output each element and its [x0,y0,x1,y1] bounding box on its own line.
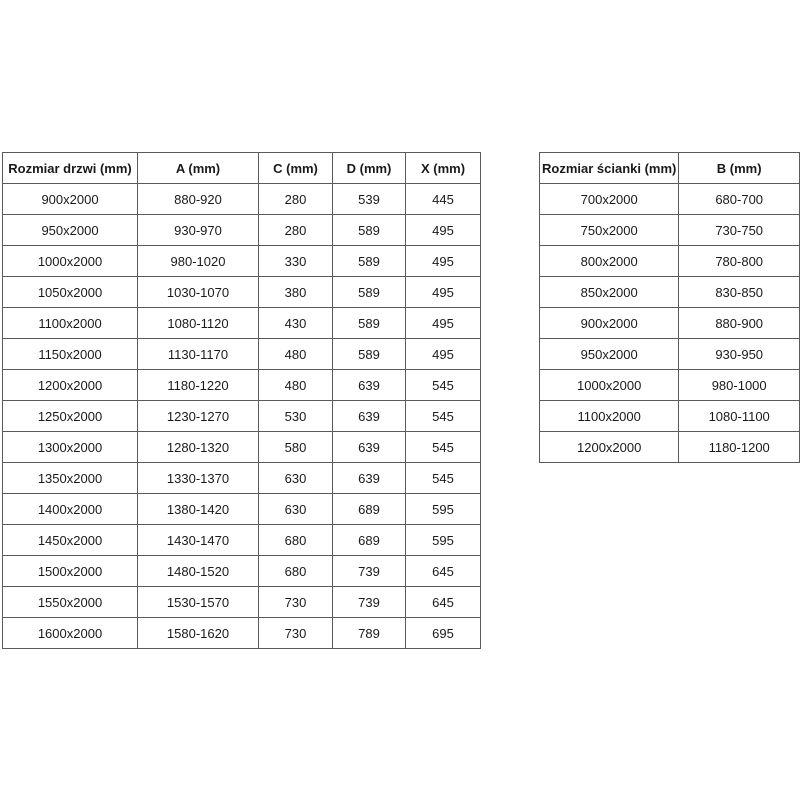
column-header: A (mm) [138,153,259,184]
table-row [540,215,800,246]
column-header: B (mm) [679,153,800,184]
column-header: Rozmiar ścianki (mm) [540,153,679,184]
table-row [3,494,481,525]
header-row [540,153,800,184]
table-cell: 980-1000 [679,370,800,401]
table-row [3,463,481,494]
table-cell: 1180-1220 [138,370,259,401]
column-header: D (mm) [333,153,406,184]
table-cell: 980-1020 [138,246,259,277]
table-row [540,401,800,432]
table-cell: 495 [406,215,481,246]
table-row [3,401,481,432]
table-cell: 539 [333,184,406,215]
table-cell: 589 [333,308,406,339]
table-cell: 1130-1170 [138,339,259,370]
table-cell: 1030-1070 [138,277,259,308]
table-cell: 850x2000 [540,277,679,308]
table-cell: 1100x2000 [3,308,138,339]
table-row [540,370,800,401]
table-cell: 1280-1320 [138,432,259,463]
table-row [540,184,800,215]
table-cell: 589 [333,215,406,246]
table-row [540,339,800,370]
table-cell: 700x2000 [540,184,679,215]
table-cell: 380 [259,277,333,308]
table-cell: 495 [406,339,481,370]
table-cell: 589 [333,246,406,277]
table-cell: 280 [259,184,333,215]
table-row [3,432,481,463]
table-cell: 1500x2000 [3,556,138,587]
table-cell: 750x2000 [540,215,679,246]
table-cell: 330 [259,246,333,277]
table-cell: 480 [259,339,333,370]
table-row [3,184,481,215]
table-cell: 1000x2000 [540,370,679,401]
table-row [3,246,481,277]
table-cell: 1200x2000 [540,432,679,463]
table-cell: 595 [406,525,481,556]
table-cell: 280 [259,215,333,246]
table-cell: 1300x2000 [3,432,138,463]
table-cell: 1600x2000 [3,618,138,649]
table-cell: 1530-1570 [138,587,259,618]
table-cell: 495 [406,246,481,277]
door-dimensions-table [2,152,481,649]
table-cell: 830-850 [679,277,800,308]
wall-dimensions-table [539,152,800,463]
table-cell: 930-970 [138,215,259,246]
table-cell: 645 [406,556,481,587]
column-header: X (mm) [406,153,481,184]
table-cell: 480 [259,370,333,401]
table-cell: 1450x2000 [3,525,138,556]
table-cell: 1380-1420 [138,494,259,525]
table-cell: 1550x2000 [3,587,138,618]
table-cell: 639 [333,463,406,494]
table-row [3,215,481,246]
table-cell: 430 [259,308,333,339]
table-cell: 900x2000 [3,184,138,215]
table-cell: 800x2000 [540,246,679,277]
table-cell: 1150x2000 [3,339,138,370]
table-row [3,308,481,339]
table-cell: 1480-1520 [138,556,259,587]
table-row [3,277,481,308]
table-cell: 589 [333,277,406,308]
table-cell: 1230-1270 [138,401,259,432]
table-cell: 589 [333,339,406,370]
table-row [3,525,481,556]
table-cell: 630 [259,463,333,494]
table-cell: 730 [259,618,333,649]
table-cell: 689 [333,525,406,556]
table-cell: 1200x2000 [3,370,138,401]
table-cell: 639 [333,401,406,432]
table-cell: 680 [259,525,333,556]
table-cell: 1100x2000 [540,401,679,432]
table-cell: 739 [333,556,406,587]
table-row [3,339,481,370]
table-cell: 680-700 [679,184,800,215]
table-cell: 639 [333,432,406,463]
table-cell: 880-900 [679,308,800,339]
table-cell: 680 [259,556,333,587]
table-row [3,618,481,649]
column-header: C (mm) [259,153,333,184]
table-cell: 739 [333,587,406,618]
table-cell: 645 [406,587,481,618]
table-cell: 1000x2000 [3,246,138,277]
table-cell: 880-920 [138,184,259,215]
table-cell: 1250x2000 [3,401,138,432]
table-cell: 1580-1620 [138,618,259,649]
table-cell: 545 [406,463,481,494]
table-cell: 1080-1120 [138,308,259,339]
table-cell: 545 [406,401,481,432]
table-row [3,370,481,401]
table-row [540,246,800,277]
table-cell: 730-750 [679,215,800,246]
table-cell: 630 [259,494,333,525]
table-row [540,277,800,308]
table-cell: 495 [406,308,481,339]
table-cell: 780-800 [679,246,800,277]
table-row [3,556,481,587]
header-row [3,153,481,184]
table-cell: 639 [333,370,406,401]
table-cell: 1350x2000 [3,463,138,494]
table-cell: 445 [406,184,481,215]
table-cell: 950x2000 [540,339,679,370]
table-cell: 695 [406,618,481,649]
table-cell: 950x2000 [3,215,138,246]
table-cell: 545 [406,432,481,463]
table-cell: 1430-1470 [138,525,259,556]
table-cell: 1080-1100 [679,401,800,432]
table-row [540,308,800,339]
table-cell: 730 [259,587,333,618]
table-cell: 1330-1370 [138,463,259,494]
table-cell: 900x2000 [540,308,679,339]
table-cell: 530 [259,401,333,432]
table-cell: 495 [406,277,481,308]
table-cell: 545 [406,370,481,401]
table-cell: 580 [259,432,333,463]
table-cell: 789 [333,618,406,649]
table-cell: 595 [406,494,481,525]
table-cell: 1050x2000 [3,277,138,308]
table-row [540,432,800,463]
table-cell: 689 [333,494,406,525]
column-header: Rozmiar drzwi (mm) [3,153,138,184]
table-cell: 930-950 [679,339,800,370]
table-row [3,587,481,618]
table-cell: 1400x2000 [3,494,138,525]
table-cell: 1180-1200 [679,432,800,463]
